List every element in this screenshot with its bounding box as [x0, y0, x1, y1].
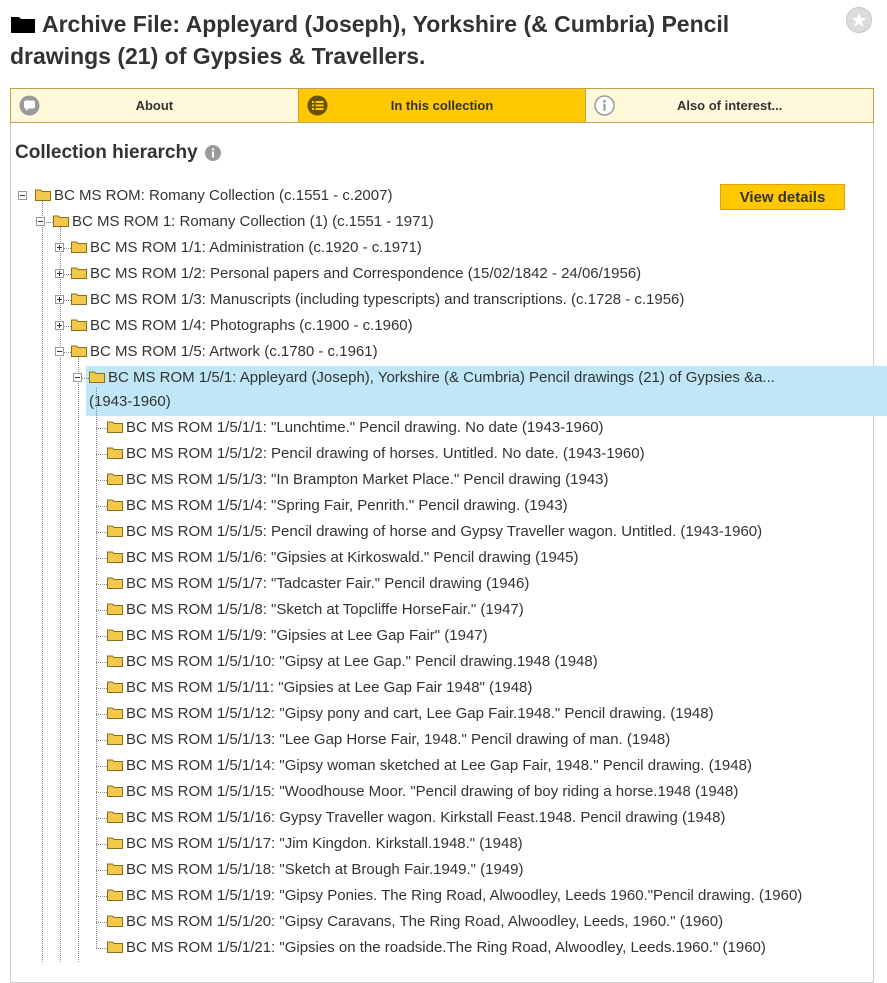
- tab-in-this-collection[interactable]: [299, 89, 587, 122]
- tree-connector: [96, 584, 107, 585]
- folder-icon: [71, 266, 87, 279]
- tree-item-selected[interactable]: BC MS ROM 1/5/1: Appleyard (Joseph), Yorkshire (& Cumbria) Pencil drawings (21) of Gypsies &a...: [108, 369, 775, 386]
- folder-icon: [107, 784, 123, 797]
- tab-in-this-collection-label: In this collection: [390, 98, 494, 113]
- tab-about-label: About: [135, 98, 174, 113]
- page-title-text: Archive File: Appleyard (Joseph), Yorkshire (& Cumbria) Pencil drawings (21) of Gypsies & Travellers.: [10, 11, 730, 69]
- folder-icon: [107, 550, 123, 563]
- tree-item-rom-1-4[interactable]: BC MS ROM 1/4: Photographs (c.1900 - c.1960): [90, 317, 413, 334]
- tree-connector: [96, 636, 107, 637]
- tree-connector: [96, 428, 107, 429]
- folder-icon: [107, 628, 123, 641]
- tree-item-leaf[interactable]: BC MS ROM 1/5/1/5: Pencil drawing of horse and Gypsy Traveller wagon. Untitled. (1943-1960): [126, 523, 763, 540]
- tree-item-leaf[interactable]: BC MS ROM 1/5/1/2: Pencil drawing of horses. Untitled. No date. (1943-1960): [126, 445, 645, 462]
- info-icon: [594, 95, 615, 116]
- tree-item-leaf[interactable]: BC MS ROM 1/5/1/21: "Gipsies on the roadside.The Ring Road, Alwoodley, Leeds.1960." (1960): [126, 939, 766, 956]
- info-icon[interactable]: [205, 145, 221, 161]
- tree-collapse-toggle[interactable]: [36, 217, 45, 226]
- tab-bar: [10, 88, 874, 123]
- tree-connector: [96, 387, 97, 948]
- tree-item-leaf[interactable]: BC MS ROM 1/5/1/9: "Gipsies at Lee Gap Fair" (1947): [126, 627, 488, 644]
- tab-about[interactable]: [11, 89, 299, 122]
- tree-connector: [96, 740, 107, 741]
- tree-connector: [78, 357, 79, 962]
- star-icon: [851, 12, 867, 28]
- speech-bubble-icon: [19, 95, 40, 116]
- folder-icon: [107, 732, 123, 745]
- collection-hierarchy-heading-text: Collection hierarchy: [15, 142, 198, 163]
- folder-icon: [107, 888, 123, 901]
- tree-item-root[interactable]: BC MS ROM: Romany Collection (c.1551 - c.2007): [54, 187, 393, 204]
- folder-icon: [107, 810, 123, 823]
- tree-item-rom-1-3[interactable]: BC MS ROM 1/3: Manuscripts (including typescripts) and transcriptions. (c.1728 - c.1956): [90, 291, 685, 308]
- tree-connector: [96, 506, 107, 507]
- folder-icon: [107, 446, 123, 459]
- tree-connector: [96, 922, 107, 923]
- folder-icon: [107, 836, 123, 849]
- tree-item-selected-dates: (1943-1960): [89, 393, 171, 410]
- folder-icon: [71, 318, 87, 331]
- folder-icon: [107, 940, 123, 953]
- folder-icon: [107, 758, 123, 771]
- tree-connector: [96, 532, 107, 533]
- tree-item-leaf[interactable]: BC MS ROM 1/5/1/10: "Gipsy at Lee Gap." Pencil drawing.1948 (1948): [126, 653, 598, 670]
- tree-item-rom-1-2[interactable]: BC MS ROM 1/2: Personal papers and Correspondence (15/02/1842 - 24/06/1956): [90, 265, 642, 282]
- collection-hierarchy-heading: [15, 142, 221, 164]
- folder-icon: [71, 240, 87, 253]
- tree-connector: [96, 792, 107, 793]
- folder-icon: [107, 680, 123, 693]
- tree-item-leaf[interactable]: BC MS ROM 1/5/1/17: "Jim Kingdon. Kirkstall.1948." (1948): [126, 835, 523, 852]
- tree-connector: [96, 870, 107, 871]
- page-title: [10, 8, 810, 72]
- tree-item-leaf[interactable]: BC MS ROM 1/5/1/16: Gypsy Traveller wagon. Kirkstall Feast.1948. Pencil drawing (1948): [126, 809, 726, 826]
- page-header: [10, 8, 810, 72]
- tree-expand-toggle[interactable]: [55, 243, 64, 252]
- tree-connector: [96, 714, 107, 715]
- folder-icon: [71, 292, 87, 305]
- tree-connector: [96, 480, 107, 481]
- tree-connector: [96, 688, 107, 689]
- folder-icon: [107, 576, 123, 589]
- tree-connector: [96, 610, 107, 611]
- tree-connector: [96, 558, 107, 559]
- tree-item-leaf[interactable]: BC MS ROM 1/5/1/18: "Sketch at Brough Fair.1949." (1949): [126, 861, 524, 878]
- tree-item-leaf[interactable]: BC MS ROM 1/5/1/13: "Lee Gap Horse Fair, 1948." Pencil drawing of man. (1948): [126, 731, 671, 748]
- tree-item-leaf[interactable]: BC MS ROM 1/5/1/19: "Gipsy Ponies. The Ring Road, Alwoodley, Leeds 1960."Pencil drawing. (1960): [126, 887, 803, 904]
- folder-icon: [107, 862, 123, 875]
- tree-connector: [96, 454, 107, 455]
- tree-expand-toggle[interactable]: [55, 269, 64, 278]
- folder-icon: [107, 524, 123, 537]
- folder-icon: [107, 602, 123, 615]
- list-icon: [307, 95, 328, 116]
- tree-item-leaf[interactable]: BC MS ROM 1/5/1/14: "Gipsy woman sketched at Lee Gap Fair, 1948." Pencil drawing. (1948): [126, 757, 752, 774]
- tree-item-leaf[interactable]: BC MS ROM 1/5/1/15: "Woodhouse Moor. "Pencil drawing of boy riding a horse.1948 (1948): [126, 783, 739, 800]
- tree-connector: [96, 948, 107, 949]
- tree-connector: [96, 662, 107, 663]
- tree-connector: [96, 896, 107, 897]
- tree-connector: [96, 844, 107, 845]
- folder-icon: [53, 214, 69, 227]
- tree-item-leaf[interactable]: BC MS ROM 1/5/1/6: "Gipsies at Kirkoswald." Pencil drawing (1945): [126, 549, 579, 566]
- tree-collapse-toggle[interactable]: [55, 347, 64, 356]
- tree-expand-toggle[interactable]: [55, 295, 64, 304]
- folder-icon: [10, 14, 36, 34]
- folder-icon: [107, 472, 123, 485]
- view-details-button[interactable]: View details: [720, 184, 845, 210]
- tree-connector: [96, 818, 107, 819]
- tree-connector: [60, 227, 61, 962]
- tree-collapse-toggle[interactable]: [73, 373, 82, 382]
- tree-item-leaf[interactable]: BC MS ROM 1/5/1/8: "Sketch at Topcliffe HorseFair." (1947): [126, 601, 524, 618]
- tree-item-leaf[interactable]: BC MS ROM 1/5/1/3: "In Brampton Market Place." Pencil drawing (1943): [126, 471, 609, 488]
- tree-expand-toggle[interactable]: [55, 321, 64, 330]
- tree-item-leaf[interactable]: BC MS ROM 1/5/1/20: "Gipsy Caravans, The Ring Road, Alwoodley, Leeds, 1960." (1960): [126, 913, 724, 930]
- tree-collapse-toggle[interactable]: [18, 191, 27, 200]
- favourite-button[interactable]: [846, 7, 872, 33]
- folder-icon: [71, 344, 87, 357]
- tab-also-of-interest[interactable]: [586, 89, 873, 122]
- tree-item-leaf[interactable]: BC MS ROM 1/5/1/7: "Tadcaster Fair." Pencil drawing (1946): [126, 575, 530, 592]
- folder-icon: [35, 188, 51, 201]
- tree-item-leaf[interactable]: BC MS ROM 1/5/1/1: "Lunchtime." Pencil drawing. No date (1943-1960): [126, 419, 604, 436]
- tree-item-leaf[interactable]: BC MS ROM 1/5/1/4: "Spring Fair, Penrith." Pencil drawing. (1943): [126, 497, 568, 514]
- folder-icon: [107, 914, 123, 927]
- tree-item-rom-1[interactable]: BC MS ROM 1: Romany Collection (1) (c.1551 - 1971): [72, 213, 434, 230]
- tree-item-leaf[interactable]: BC MS ROM 1/5/1/11: "Gipsies at Lee Gap Fair 1948" (1948): [126, 679, 533, 696]
- folder-icon: [107, 654, 123, 667]
- tab-also-of-interest-label: Also of interest...: [676, 98, 783, 113]
- tree-connector: [96, 766, 107, 767]
- tree-item-rom-1-1[interactable]: BC MS ROM 1/1: Administration (c.1920 - c.1971): [90, 239, 422, 256]
- folder-icon: [107, 420, 123, 433]
- tree-item-leaf[interactable]: BC MS ROM 1/5/1/12: "Gipsy pony and cart, Lee Gap Fair.1948." Pencil drawing. (1948): [126, 705, 714, 722]
- tree-connector: [42, 201, 43, 962]
- folder-icon: [89, 370, 105, 383]
- folder-icon: [107, 498, 123, 511]
- folder-icon: [107, 706, 123, 719]
- tree-item-rom-1-5[interactable]: BC MS ROM 1/5: Artwork (c.1780 - c.1961): [90, 343, 378, 360]
